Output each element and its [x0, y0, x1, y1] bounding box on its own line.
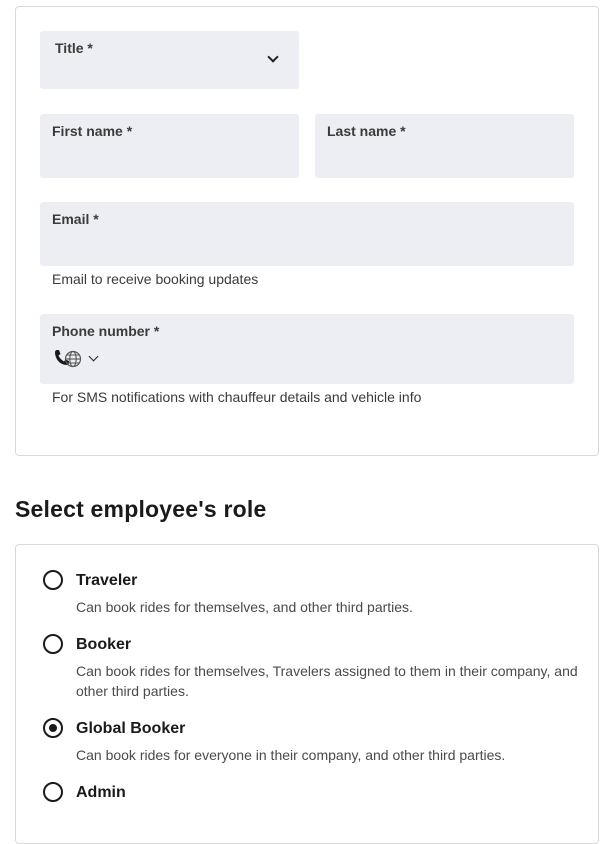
- first-name-field[interactable]: [40, 114, 299, 178]
- role-name: Booker: [76, 636, 132, 653]
- phone-globe-icon: [52, 349, 84, 369]
- first-name-label: First name *: [52, 123, 133, 139]
- last-name-label: Last name *: [327, 123, 406, 139]
- role-name: Admin: [76, 784, 126, 801]
- last-name-field[interactable]: [315, 114, 574, 178]
- chevron-down-icon: [267, 51, 278, 62]
- role-options-card: [15, 544, 599, 844]
- email-label: Email *: [52, 211, 99, 227]
- title-select[interactable]: [40, 31, 299, 89]
- email-helper-text: Email to receive booking updates: [52, 271, 259, 287]
- role-section-title: Select employee's role: [15, 496, 267, 522]
- role-description: Can book rides for everyone in their company, and other third parties.: [76, 747, 506, 763]
- role-name: Traveler: [76, 572, 138, 589]
- phone-number-label: Phone number *: [52, 323, 160, 339]
- chevron-down-icon: [89, 352, 99, 362]
- phone-helper-text: For SMS notifications with chauffeur details and vehicle info: [52, 389, 422, 405]
- radio-global-booker[interactable]: [43, 718, 63, 738]
- radio-traveler[interactable]: [43, 570, 63, 590]
- role-description: Can book rides for themselves, Travelers assigned to them in their company, and other third parties.: [76, 663, 578, 699]
- employee-details-card: [15, 6, 599, 456]
- radio-admin[interactable]: [43, 782, 63, 802]
- radio-booker[interactable]: [43, 634, 63, 654]
- title-select-label: Title *: [55, 40, 93, 56]
- role-name: Global Booker: [76, 720, 186, 737]
- phone-number-field[interactable]: [40, 314, 574, 384]
- email-field[interactable]: [40, 202, 574, 266]
- role-description: Can book rides for themselves, and other third parties.: [76, 599, 413, 615]
- country-code-selector[interactable]: [52, 349, 102, 371]
